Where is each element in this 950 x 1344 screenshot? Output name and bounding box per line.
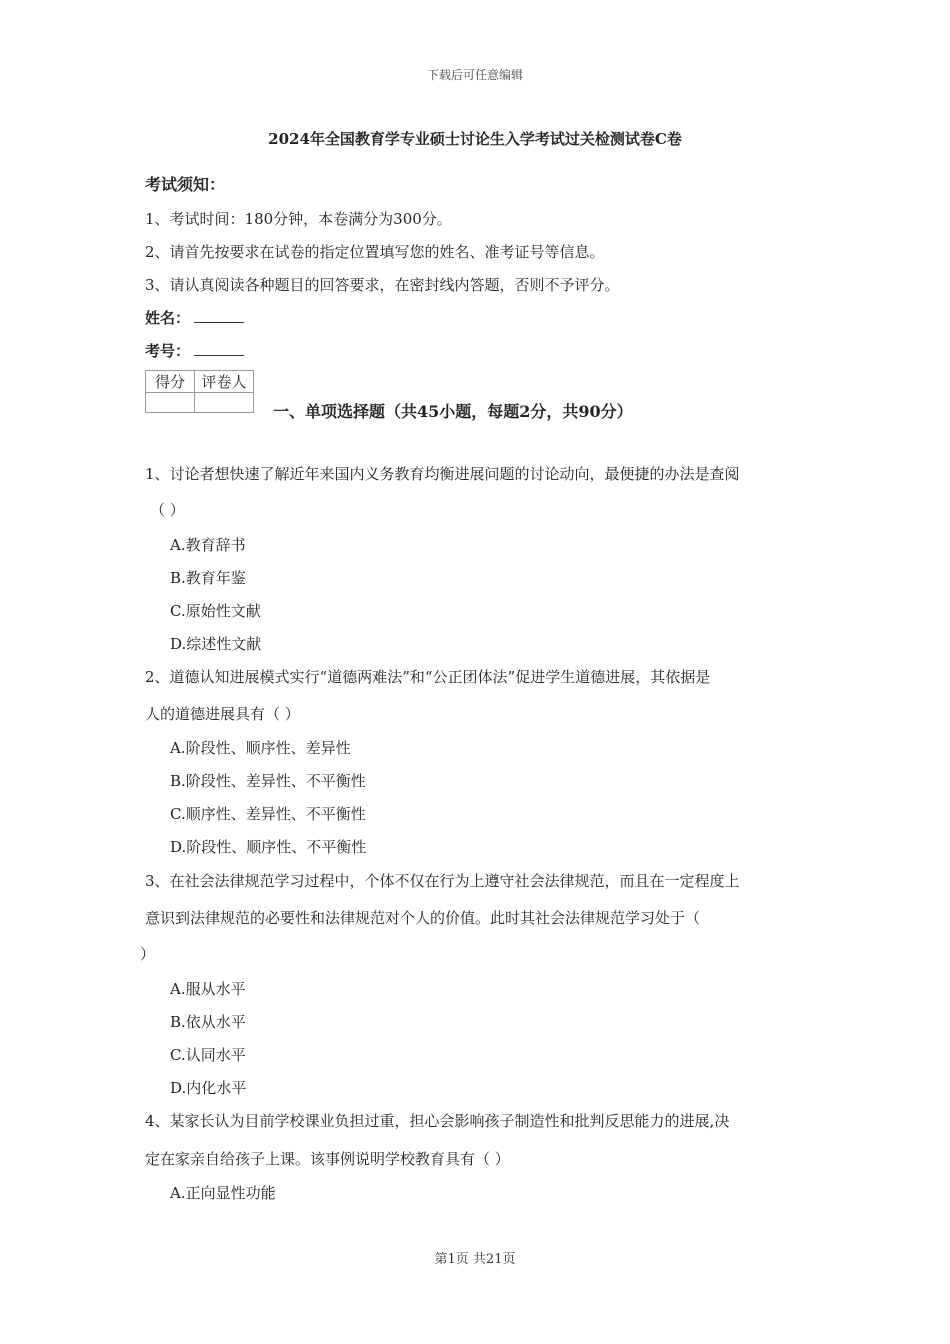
grader-header: 评卷人 xyxy=(195,371,254,393)
score-cell[interactable] xyxy=(146,393,195,413)
option: B.依从水平 xyxy=(170,1013,246,1031)
option: B.教育年鉴 xyxy=(170,569,246,587)
option: C.认同水平 xyxy=(170,1046,246,1064)
option: D.内化水平 xyxy=(170,1079,247,1097)
option: A.正向显性功能 xyxy=(170,1184,276,1202)
question-text: ） xyxy=(140,945,156,963)
notice-item: 3、请认真阅读各种题目的回答要求，在密封线内答题，否则不予评分。 xyxy=(145,276,620,294)
question-text: 意识到法律规范的必要性和法律规范对个人的价值。此时其社会法律规范学习处于（ xyxy=(145,909,701,927)
question-text: 1、讨论者想快速了解近年来国内义务教育均衡进展问题的讨论动向，最便捷的办法是查阅 xyxy=(145,465,740,483)
name-blank[interactable] xyxy=(194,308,244,323)
notice-item: 1、考试时间：180分钟，本卷满分为300分。 xyxy=(145,210,452,228)
option: A.阶段性、顺序性、差异性 xyxy=(170,739,351,757)
score-table xyxy=(145,370,254,413)
option: C.顺序性、差异性、不平衡性 xyxy=(170,805,366,823)
option: D.阶段性、顺序性、不平衡性 xyxy=(170,838,367,856)
score-header: 得分 xyxy=(146,371,195,393)
page-footer: 第1页 共21页 xyxy=(434,1252,516,1267)
notice-item: 2、请首先按要求在试卷的指定位置填写您的姓名、准考证号等信息。 xyxy=(145,243,605,261)
id-blank[interactable] xyxy=(194,341,244,356)
question-text: 2、道德认知进展模式实行“道德两难法”和“公正团体法”促进学生道德进展，其依据是 xyxy=(145,668,711,686)
option: A.教育辞书 xyxy=(170,536,246,554)
document-title: 2024年全国教育学专业硕士讨论生入学考试过关检测试卷C卷 xyxy=(268,130,682,148)
header-note: 下载后可任意编辑 xyxy=(426,68,523,82)
option: D.综述性文献 xyxy=(170,635,262,653)
section-title: 一、单项选择题（共45小题，每题2分，共90分） xyxy=(273,402,633,421)
name-label: 姓名： xyxy=(145,309,191,327)
option: B.阶段性、差异性、不平衡性 xyxy=(170,772,366,790)
notice-heading: 考试须知： xyxy=(145,175,226,194)
id-field xyxy=(145,340,244,361)
name-field xyxy=(145,307,244,328)
question-text: （ ） xyxy=(150,501,185,519)
id-label: 考号： xyxy=(145,342,191,360)
question-text: 定在家亲自给孩子上课。该事例说明学校教育具有（ ） xyxy=(145,1150,510,1168)
question-text: 人的道德进展具有（ ） xyxy=(145,705,300,723)
option: C.原始性文献 xyxy=(170,602,261,620)
option: A.服从水平 xyxy=(170,980,246,998)
grader-cell[interactable] xyxy=(195,393,254,413)
question-text: 4、某家长认为目前学校课业负担过重，担心会影响孩子制造性和批判反思能力的进展,决 xyxy=(145,1112,730,1130)
question-text: 3、在社会法律规范学习过程中，个体不仅在行为上遵守社会法律规范，而且在一定程度上 xyxy=(145,872,740,890)
